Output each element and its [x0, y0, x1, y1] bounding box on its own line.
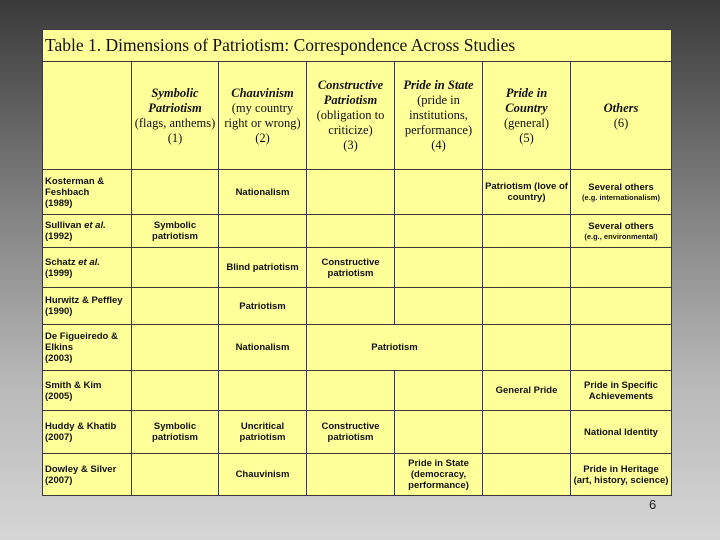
others-cell — [571, 288, 672, 325]
header-symbolic-patriotism: Symbolic Patriotism (flags, anthems) (1) — [132, 62, 219, 170]
pride-state-cell — [395, 248, 483, 288]
chauvinism-cell: Blind patriotism — [219, 248, 307, 288]
header-pride-in-state: Pride in State (pride in institutions, performance) (4) — [395, 62, 483, 170]
symbolic-cell — [132, 170, 219, 215]
page-number: 6 — [649, 497, 657, 512]
pride-state-cell — [395, 215, 483, 248]
patriotism-correspondence-table — [42, 29, 672, 496]
study-cell: Dowley & Silver (2007) — [43, 454, 132, 496]
pride-country-cell — [483, 248, 571, 288]
header-row — [43, 62, 672, 170]
header-chauvinism: Chauvinism (my country right or wrong) (2) — [219, 62, 307, 170]
pride-country-cell — [483, 411, 571, 454]
study-cell: Schatz et al. (1999) — [43, 248, 132, 288]
chauvinism-cell — [219, 215, 307, 248]
constructive-cell: Constructive patriotism — [307, 411, 395, 454]
pride-state-cell — [395, 288, 483, 325]
symbolic-cell — [132, 248, 219, 288]
pride-state-cell — [395, 170, 483, 215]
chauvinism-cell: Patriotism — [219, 288, 307, 325]
chauvinism-cell: Nationalism — [219, 325, 307, 371]
others-cell: Several others (e.g. internationalism) — [571, 170, 672, 215]
header-constructive-patriotism: Constructive Patriotism (obligation to criticize) (3) — [307, 62, 395, 170]
constructive-cell — [307, 170, 395, 215]
pride-country-cell: General Pride — [483, 371, 571, 411]
chauvinism-cell: Uncritical patriotism — [219, 411, 307, 454]
pride-country-cell: Patriotism (love of country) — [483, 170, 571, 215]
others-cell: Several others (e.g., environmental) — [571, 215, 672, 248]
pride-state-cell: Patriotism — [307, 325, 483, 371]
constructive-cell — [307, 288, 395, 325]
study-cell: Sullivan et al. (1992) — [43, 215, 132, 248]
study-cell: De Figueiredo & Elkins (2003) — [43, 325, 132, 371]
table-row — [43, 248, 672, 288]
symbolic-cell — [132, 454, 219, 496]
header-blank-cell — [43, 62, 132, 170]
others-cell: Pride in Heritage (art, history, science) — [571, 454, 672, 496]
constructive-cell — [307, 371, 395, 411]
table-row — [43, 371, 672, 411]
pride-country-cell — [483, 288, 571, 325]
table-row — [43, 215, 672, 248]
header-others: Others (6) — [571, 62, 672, 170]
others-cell: National Identity — [571, 411, 672, 454]
chauvinism-cell: Chauvinism — [219, 454, 307, 496]
chauvinism-cell — [219, 371, 307, 411]
table-row — [43, 325, 672, 371]
study-cell: Smith & Kim (2005) — [43, 371, 132, 411]
pride-country-cell — [483, 215, 571, 248]
symbolic-cell — [132, 288, 219, 325]
symbolic-cell — [132, 371, 219, 411]
constructive-cell — [307, 454, 395, 496]
symbolic-cell: Symbolic patriotism — [132, 215, 219, 248]
others-cell: Pride in Specific Achievements — [571, 371, 672, 411]
study-cell: Kosterman & Feshbach (1989) — [43, 170, 132, 215]
pride-state-cell — [395, 411, 483, 454]
others-cell — [571, 325, 672, 371]
table-row — [43, 411, 672, 454]
study-cell: Hurwitz & Peffley (1990) — [43, 288, 132, 325]
table-row — [43, 170, 672, 215]
study-cell: Huddy & Khatib (2007) — [43, 411, 132, 454]
pride-state-cell: Pride in State (democracy, performance) — [395, 454, 483, 496]
table-row — [43, 454, 672, 496]
others-cell — [571, 248, 672, 288]
symbolic-cell — [132, 325, 219, 371]
chauvinism-cell: Nationalism — [219, 170, 307, 215]
symbolic-cell: Symbolic patriotism — [132, 411, 219, 454]
constructive-cell — [307, 215, 395, 248]
table-row — [43, 288, 672, 325]
pride-state-cell — [395, 371, 483, 411]
pride-country-cell — [483, 325, 571, 371]
pride-country-cell — [483, 454, 571, 496]
table-title: Table 1. Dimensions of Patriotism: Correspondence Across Studies — [43, 30, 672, 62]
header-pride-in-country: Pride in Country (general) (5) — [483, 62, 571, 170]
constructive-cell: Constructive patriotism — [307, 248, 395, 288]
